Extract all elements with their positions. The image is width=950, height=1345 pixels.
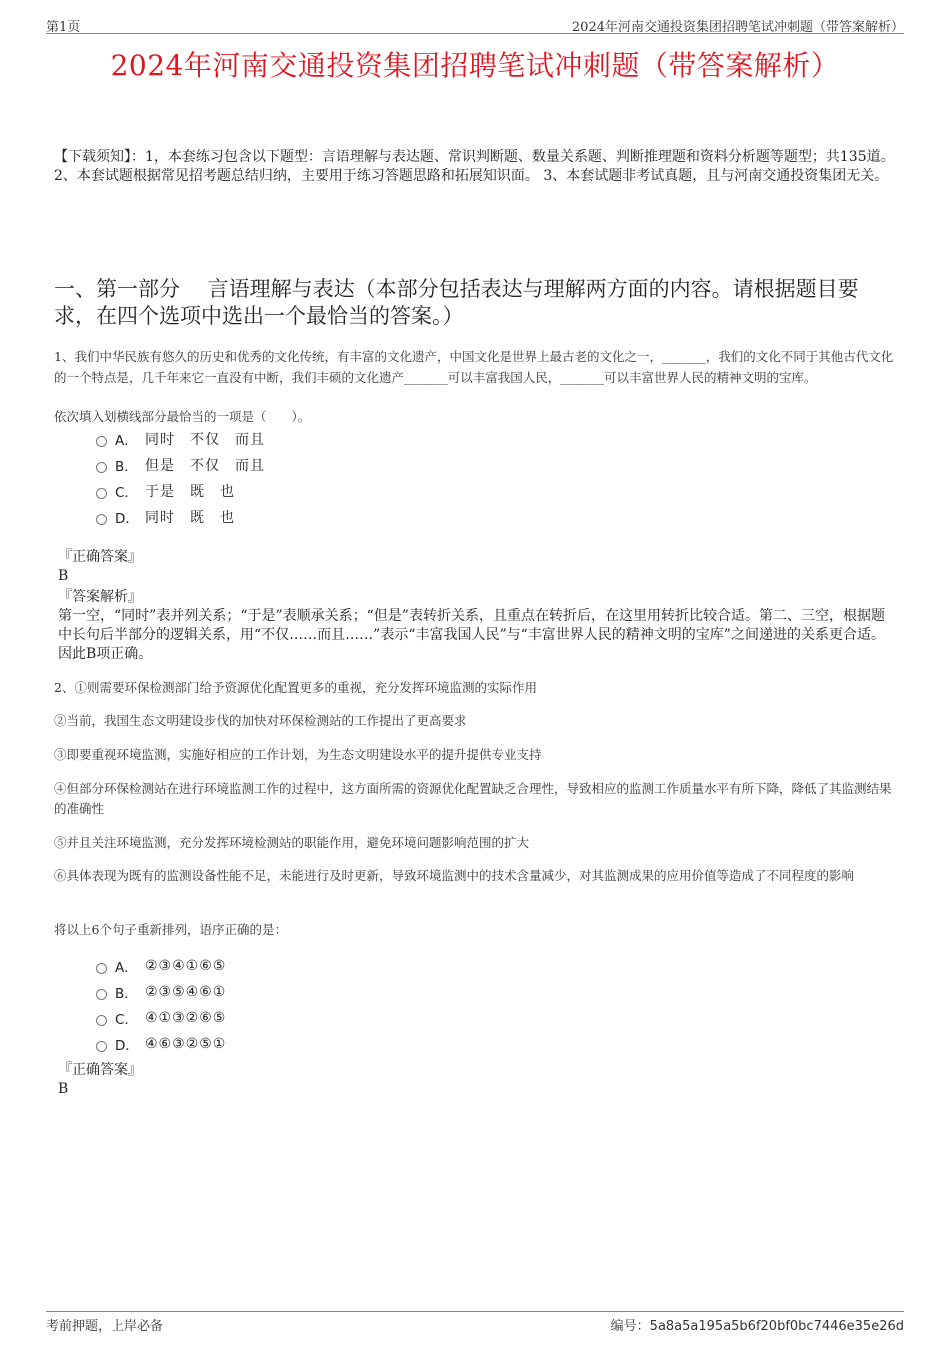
option-b[interactable]	[96, 979, 226, 1005]
question-2-sentence-6: ⑥具体表现为既有的监测设备性能不足，未能进行及时更新，导致环境监测中的技术含量减少，对其监测成果的应用价值等造成了不同程度的影响	[54, 868, 855, 883]
section-title: 一、第一部分 言语理解与表达（本部分包括表达与理解两方面的内容。请根据题目要求，在四个选项中选出一个最恰当的答案。）	[54, 277, 859, 328]
radio-icon[interactable]	[96, 436, 107, 447]
question-2-sentence-4: ④但部分环保检测站在进行环境监测工作的过程中，这方面所需的资源优化配置缺乏合理性，导致相应的监测工作质量水平有所下降，降低了其监测结果的准确性	[54, 781, 892, 816]
page-footer	[46, 1311, 904, 1334]
radio-icon[interactable]	[96, 514, 107, 525]
question-2-options	[96, 953, 226, 1057]
footer-code	[611, 1315, 904, 1334]
question-2-sentence-3: ③即要重视环境监测，实施好相应的工作计划，为生态文明建设水平的提升提供专业支持	[54, 747, 542, 762]
option-d[interactable]	[96, 1031, 226, 1057]
option-text: ④⑥③②⑤①	[145, 1036, 227, 1052]
question-1-answer: B	[58, 568, 69, 584]
option-text: ④①③②⑥⑤	[145, 1010, 227, 1026]
radio-icon[interactable]	[96, 963, 107, 974]
download-notice: 【下载须知】：1，本套练习包含以下题型：言语理解与表达题、常识判断题、数量关系题、判断推理题和资料分析题等题型；共135道。 2、本套试题根据常见招考题总结归纳，主要用于练习答题思路和拓展知识面。 3、本套试题非考试真题，且与河南交通投资集团无关。	[54, 149, 895, 184]
footer-code-label: 编号：	[610, 1319, 650, 1334]
document-title: 2024年河南交通投资集团招聘笔试冲刺题（带答案解析）	[110, 49, 840, 82]
question-1-instruction: 依次填入划横线部分最恰当的一项是（ ）。	[54, 409, 311, 424]
header-doc-title: 2024年河南交通投资集团招聘笔试冲刺题（带答案解析）	[571, 20, 904, 35]
option-text: 同时 不仅 而且	[145, 432, 265, 448]
question-2-instruction: 将以上6个句子重新排列，语序正确的是：	[54, 922, 287, 937]
page-number: 第1页	[46, 20, 81, 35]
question-1-explanation: 第一空，“同时”表并列关系；“于是”表顺承关系；“但是”表转折关系，且重点在转折后，在这里用转折比较合适。第二、三空，根据题中长句后半部分的逻辑关系，用“不仅……而且……”表示“丰富我国人民”与“丰富世界人民的精神文明的宝库”之间递进的关系更合适。因此B项正确。	[58, 608, 885, 662]
option-key: B．	[115, 459, 138, 475]
question-2-sentence-1: 2、①则需要环保检测部门给予资源优化配置更多的重视，充分发挥环境监测的实际作用	[54, 680, 537, 695]
question-1-options	[96, 426, 265, 530]
option-key: C．	[115, 1012, 138, 1028]
question-2-sentence-5: ⑤并且关注环境监测，充分发挥环境检测站的职能作用，避免环境问题影响范围的扩大	[54, 835, 530, 850]
question-2-sentence-2: ②当前，我国生态文明建设步伐的加快对环保检测站的工作提出了更高要求	[54, 713, 467, 728]
option-text: 但是 不仅 而且	[145, 458, 265, 474]
question-1-explanation-label: 『答案解析』	[58, 589, 142, 605]
option-text: 同时 既 也	[145, 510, 235, 526]
option-c[interactable]	[96, 1005, 226, 1031]
question-1-stem: 1、我们中华民族有悠久的历史和优秀的文化传统，有丰富的文化遗产，中国文化是世界上最古老的文化之一，_______，我们的文化不同于其他古代文化的一个特点是，几千年来它一直没有中断，我们丰硕的文化遗产_______可以丰富我国人民，_______可以丰富世界人民的精神文明的宝库。	[54, 349, 894, 385]
footer-code-value: 5a8a5a195a5b6f20bf0bc7446e35e26d	[649, 1319, 904, 1334]
radio-icon[interactable]	[96, 1041, 107, 1052]
option-d[interactable]	[96, 504, 265, 530]
question-2-answer-label: 『正确答案』	[58, 1062, 142, 1078]
option-c[interactable]	[96, 478, 265, 504]
footer-slogan: 考前押题，上岸必备	[46, 1319, 164, 1334]
radio-icon[interactable]	[96, 989, 107, 1000]
option-text: 于是 既 也	[145, 484, 235, 500]
radio-icon[interactable]	[96, 462, 107, 473]
option-key: A．	[115, 960, 138, 976]
option-key: C．	[115, 485, 138, 501]
option-text: ②③④①⑥⑤	[145, 958, 227, 974]
radio-icon[interactable]	[96, 488, 107, 499]
page-header	[46, 13, 904, 34]
option-key: A．	[115, 433, 138, 449]
option-key: D．	[115, 1038, 139, 1054]
radio-icon[interactable]	[96, 1015, 107, 1026]
question-1-answer-label: 『正确答案』	[58, 549, 142, 565]
option-a[interactable]	[96, 953, 226, 979]
option-a[interactable]	[96, 426, 265, 452]
option-b[interactable]	[96, 452, 265, 478]
question-2-answer: B	[58, 1081, 69, 1097]
option-key: D．	[115, 511, 139, 527]
option-key: B．	[115, 986, 138, 1002]
option-text: ②③⑤④⑥①	[145, 984, 227, 1000]
